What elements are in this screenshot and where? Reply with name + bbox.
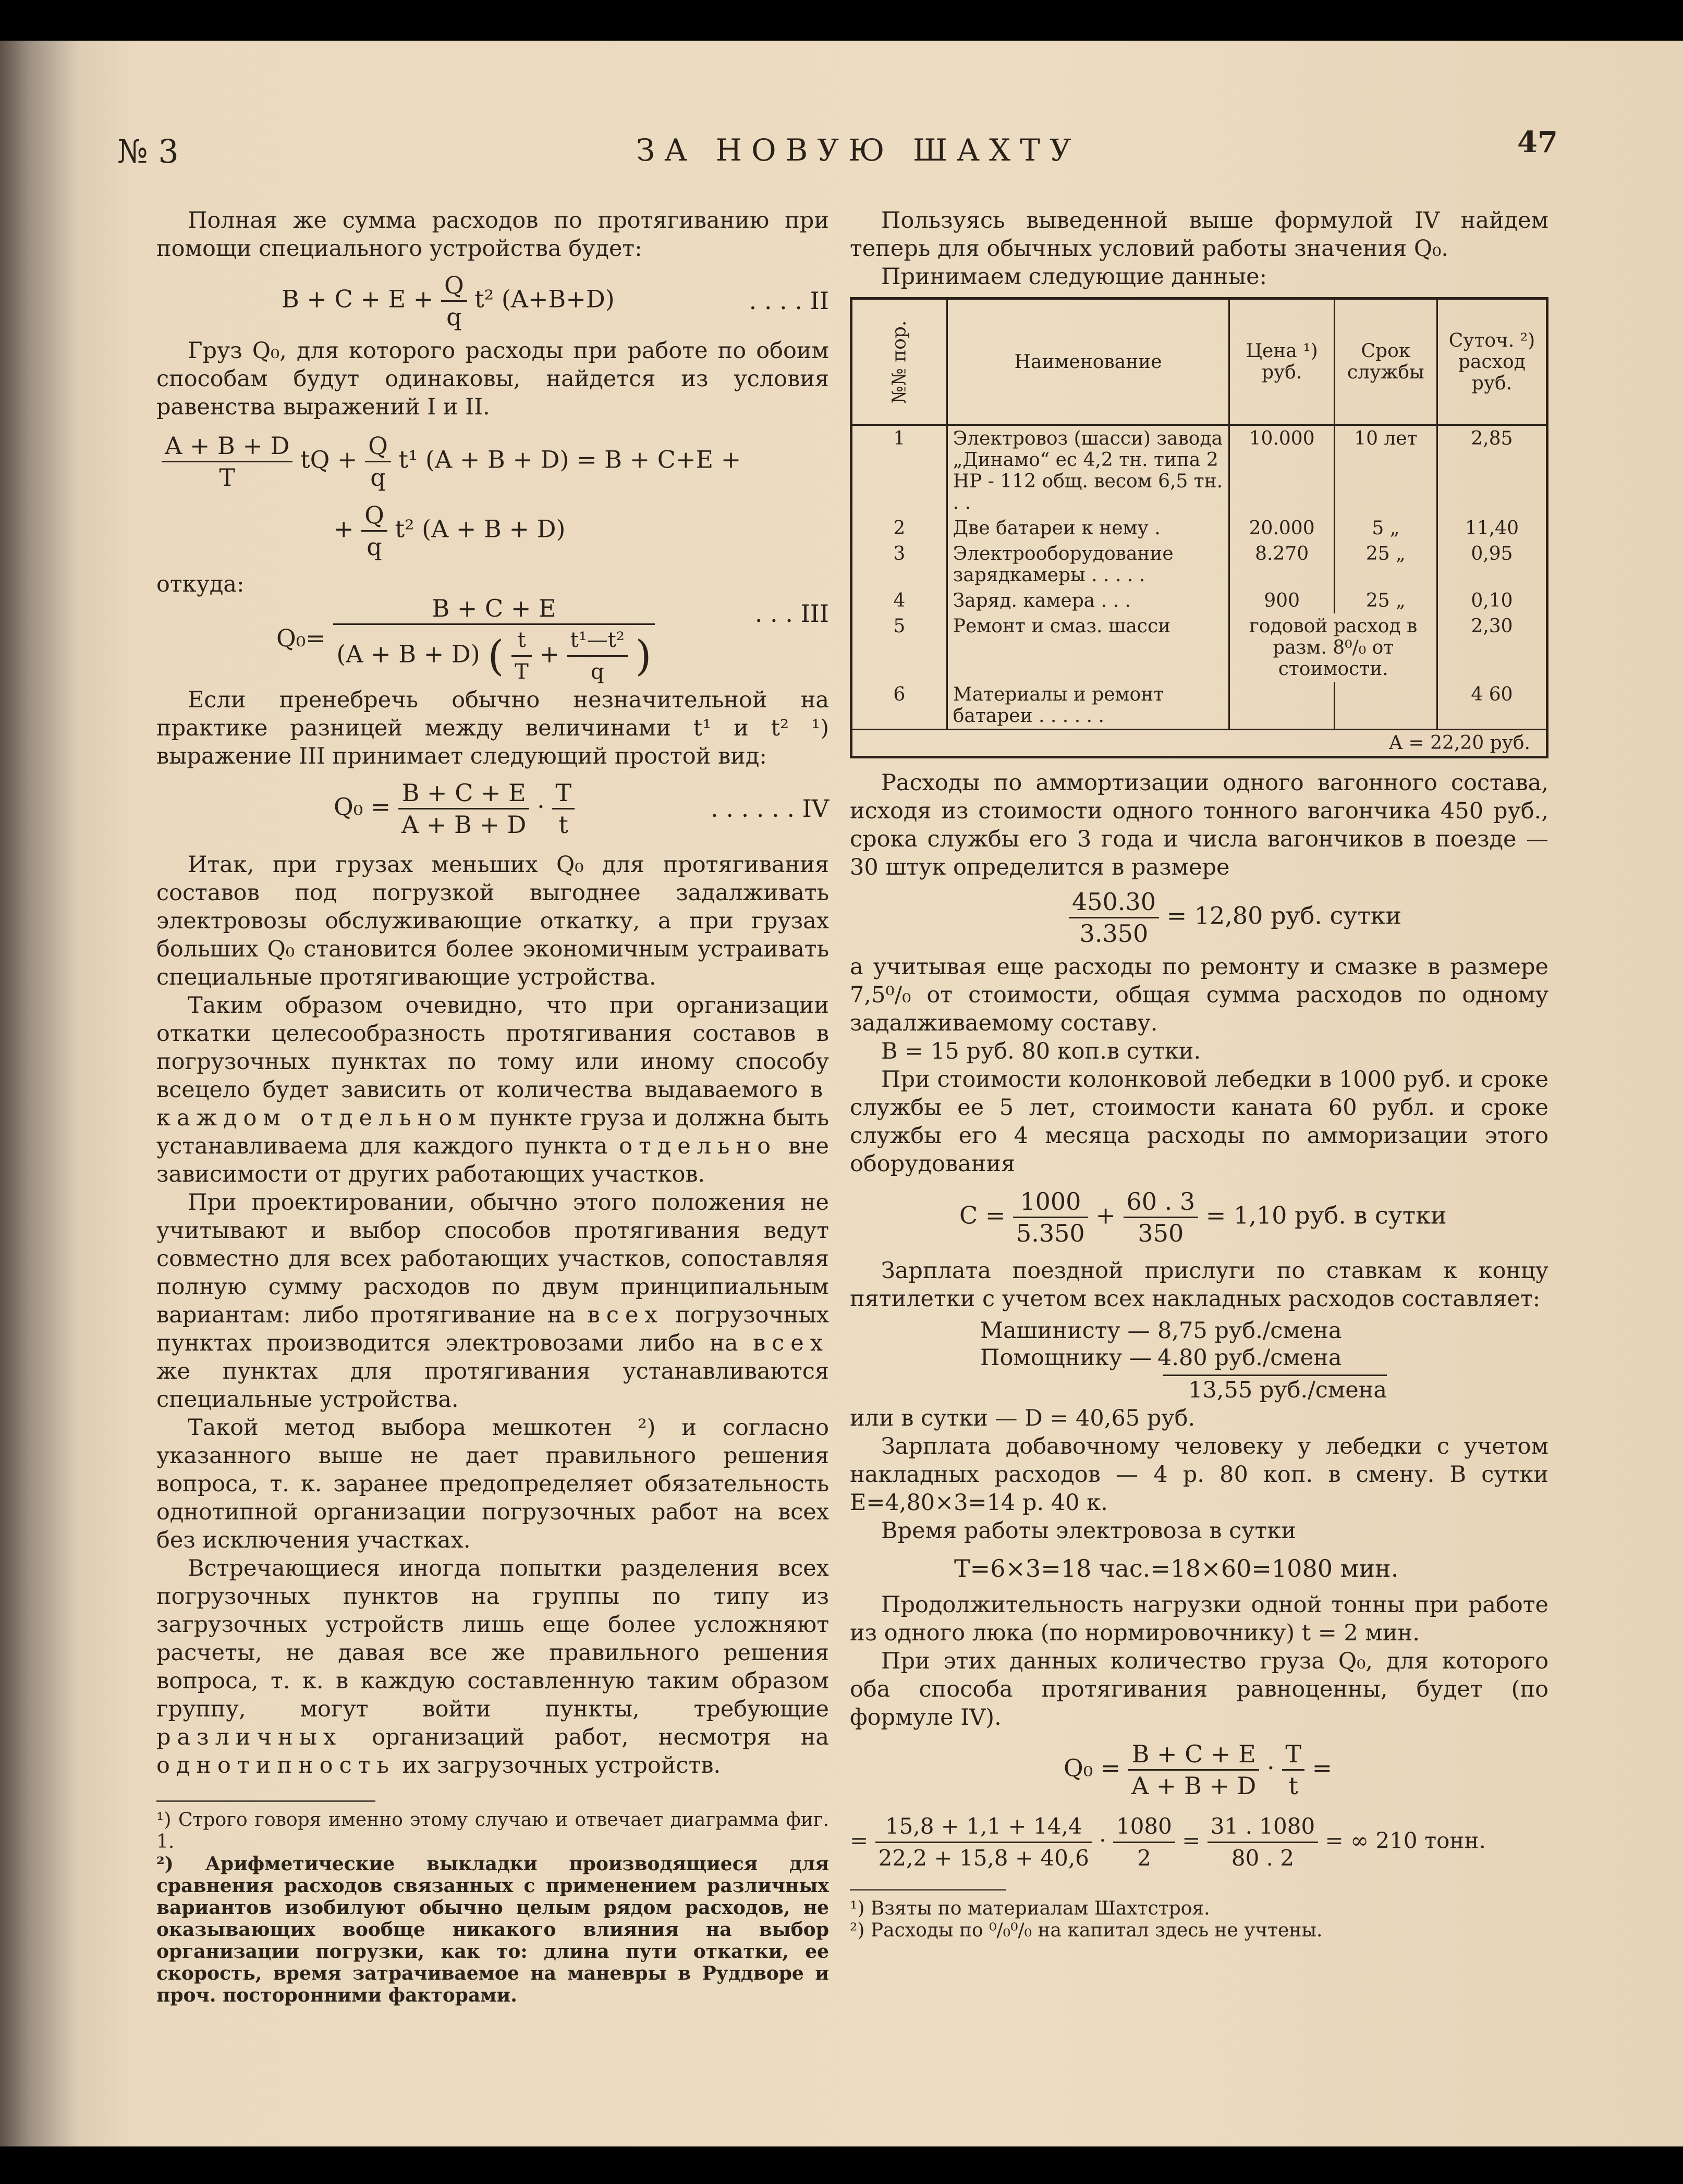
text: Встречающиеся иногда попытки разделения всех погрузочных пунктов на группы по типу из загрузочных устройств лишь еще более усложняют расчеты, не давая все же правильного решения вопроса, т. к. в каждую составленную таким образом группу, могут войти пункты, требующие [156, 1555, 829, 1722]
paragraph: или в сутки — D = 40,65 руб. [850, 1405, 1196, 1431]
table-row [851, 614, 1547, 682]
spaced-text: всех [587, 1302, 664, 1328]
cell-number: 1 [893, 428, 906, 449]
spaced-text: в каждом отдельном [156, 1077, 829, 1131]
fraction [1069, 887, 1159, 949]
cell-price: 8.270 [1229, 541, 1334, 588]
cell-name: Материалы и ремонт батареи . . . . . . [947, 682, 1229, 730]
numerator: 60 . 3 [1124, 1186, 1199, 1218]
wage-value: 4.80 руб./смена [1157, 1345, 1342, 1371]
equipment-cost-table [850, 297, 1548, 758]
formula-II [156, 270, 829, 333]
numerator: 31 . 1080 [1208, 1811, 1318, 1843]
formula-result [850, 1811, 1548, 1873]
cell-daily: 4 60 [1437, 682, 1547, 730]
denominator: 350 [1138, 1219, 1184, 1247]
numerator: B + C + E [333, 593, 654, 625]
formula-text: + [1095, 1201, 1116, 1230]
page-header [0, 125, 1683, 190]
formula-text: C = [959, 1201, 1006, 1230]
col-header-price: Цена ¹) руб. [1229, 299, 1334, 425]
formula-text: t² (A+B+D) [474, 285, 615, 313]
numerator: 450.30 [1069, 887, 1159, 918]
formula-text: = 1,10 руб. в сутки [1205, 1201, 1447, 1230]
cell-price: годовой расход в разм. 8⁰/₀ от стоимости. [1229, 614, 1437, 682]
cell-number: 5 [893, 616, 906, 637]
issue-number: № 3 [117, 132, 179, 170]
text: пункте груза и должна быть устанавливаема для каждого пункта [156, 1105, 829, 1159]
denominator: t [1288, 1772, 1298, 1800]
page-number: 47 [1517, 125, 1558, 159]
cell-number: 6 [893, 684, 906, 705]
wage-row [980, 1344, 1548, 1371]
text: их загрузочных устройств. [402, 1752, 721, 1778]
fraction [511, 625, 532, 687]
col-header-name: Наименование [947, 299, 1229, 425]
formula-C [850, 1186, 1548, 1248]
cell-price: 20.000 [1229, 516, 1334, 541]
table-row [851, 425, 1547, 516]
table-row [851, 516, 1547, 541]
fraction [162, 431, 292, 493]
wage-row [980, 1317, 1548, 1344]
numerator: T [1282, 1739, 1304, 1771]
paragraph: Полная же сумма расходов по протягиванию при помощи специального устройства будет: [156, 207, 829, 262]
wage-value: 8,75 руб./смена [1157, 1318, 1342, 1344]
cell-name: Электрооборудование зарядкамеры . . . . . [947, 541, 1229, 588]
cell-number: 4 [893, 590, 906, 611]
cell-name: Электровоз (шасси) завода „Динамо“ ес 4,2 тн. типа 2 НР - 112 общ. весом 6,5 тн. . . [947, 425, 1229, 516]
cell-price [1229, 682, 1334, 730]
cell-daily: 0,10 [1437, 588, 1547, 614]
denominator: 5.350 [1016, 1219, 1085, 1247]
col-header-daily: Суточ. ²) расход руб. [1437, 299, 1547, 425]
cell-daily: 2,85 [1437, 425, 1547, 516]
numerator: T [552, 778, 575, 809]
formula-text: = [850, 1827, 869, 1854]
paragraph: а учитывая еще расходы по ремонту и смазке в размере 7,5⁰/₀ от стоимости, общая сумма расходов по одному задалживаемому составу. [850, 954, 1548, 1036]
cell-term: 25 „ [1334, 541, 1437, 588]
formula-text: Q₀= [276, 624, 326, 652]
left-column [156, 206, 829, 2006]
paragraph: При этих данных количество груза Q₀, для которого оба способа протягивания равноценны, будет (по формуле IV). [850, 1648, 1548, 1731]
text: Таким образом очевидно, что при организации откатки целесообразность протягивания составов в погрузочных пунктах по тому или иному способу всецело будет зависить от количества выдаваемого [156, 992, 829, 1103]
text: вне зависимости от других работающих участков. [156, 1133, 829, 1187]
cell-number: 3 [893, 543, 906, 565]
paragraph [156, 1188, 829, 1414]
fraction [1113, 1811, 1175, 1873]
formula-text: tQ + [300, 445, 358, 474]
table-row [851, 541, 1547, 588]
cell-name: Ремонт и смаз. шасси [947, 614, 1229, 682]
denominator: 80 . 2 [1231, 1845, 1295, 1871]
cell-name: Заряд. камера . . . [947, 588, 1229, 614]
fraction [365, 431, 391, 493]
numerator: t¹—t² [567, 625, 628, 657]
fraction [441, 270, 467, 332]
fraction [398, 778, 529, 840]
formula-equality [156, 431, 829, 493]
fraction [1208, 1811, 1318, 1873]
numerator: 1080 [1113, 1811, 1175, 1843]
formula-text: t¹ (A + B + D) = B + C+E + [398, 445, 741, 474]
denominator: 3.350 [1079, 919, 1149, 948]
formula-continuation [156, 500, 829, 562]
denominator: q [370, 463, 386, 492]
formula-text: · [1267, 1753, 1275, 1782]
cell-daily: 2,30 [1437, 614, 1547, 682]
denominator: t [558, 811, 568, 839]
header-text: №№ пор. [888, 320, 910, 403]
paragraph: B = 15 руб. 80 коп.в сутки. [881, 1038, 1201, 1064]
footnote-divider [156, 1800, 375, 1802]
footnote: ²) Расходы по ⁰/₀⁰/₀ на капитал здесь не учтены. [850, 1920, 1323, 1941]
formula-text: t² (A + B + D) [395, 514, 566, 543]
formula-text: + [334, 514, 354, 543]
formula-tag: . . . III [754, 599, 829, 628]
numerator: t [511, 625, 532, 657]
fraction [1124, 1186, 1199, 1248]
table-row [851, 682, 1547, 730]
fraction [1282, 1739, 1304, 1801]
paragraph: Расходы по аммортизации одного вагонного состава, исходя из стоимости одного тонного вагончика 450 руб., срока службы его 3 года и числа вагончиков в поезде — 30 штук определится в размере [850, 770, 1548, 880]
paragraph [156, 1554, 829, 1780]
denominator: q [367, 533, 382, 561]
denominator [333, 625, 654, 687]
table-total-row [851, 730, 1547, 757]
paragraph: Принимаем следующие данные: [881, 264, 1267, 290]
cell-price: 10.000 [1229, 425, 1334, 516]
text: организаций работ, несмотря на [372, 1724, 829, 1750]
text: При проектировании, обычно этого положения не учитывают и выбор способов протягивания ведут совместно для всех работающих участков, сопоставляя полную сумму расходов по двум принципиальным вариантам: либо протягивание на [156, 1189, 829, 1328]
text: погрузочных пунктах производится электровозами либо на [156, 1302, 829, 1356]
fraction [552, 778, 575, 840]
paren: ) [635, 631, 652, 680]
formula-text: Q₀ = [334, 792, 391, 821]
formula-III [156, 593, 829, 684]
fraction [333, 593, 654, 687]
cell-name: Две батареи к нему . [947, 516, 1229, 541]
cell-number: 2 [893, 518, 906, 539]
wage-list [980, 1317, 1548, 1371]
footnote-divider [850, 1889, 1006, 1891]
denominator: T [515, 660, 529, 684]
paren: ( [487, 631, 504, 680]
numerator: 15,8 + 1,1 + 14,4 [875, 1811, 1092, 1843]
spaced-text: всех [753, 1330, 829, 1356]
cell-daily: 0,95 [1437, 541, 1547, 588]
wage-role: Машинисту — [980, 1318, 1150, 1344]
paragraph: Время работы электровоза в сутки [881, 1518, 1296, 1544]
wage-role: Помощнику — [980, 1345, 1152, 1371]
table-row [851, 588, 1547, 614]
cell-term: 5 „ [1334, 516, 1437, 541]
formula-text: = [1312, 1753, 1333, 1782]
numerator: 1000 [1013, 1186, 1088, 1218]
col-header-number [851, 299, 947, 425]
formula-text: = 12,80 руб. сутки [1166, 901, 1402, 930]
paragraph: Такой метод выбора мешкотен ²) и согласно указанного выше не дает правильного решения вопроса, т. к. заранее предопределяет обязательность однотипной организации погрузочных работ на всех без исключения участках. [156, 1415, 829, 1553]
numerator: Q [361, 500, 387, 532]
formula-text: (A + B + D) [336, 640, 480, 668]
paragraph: Если пренебречь обычно незначительной на практике разницей между величинами t¹ и t² ¹) выражение III принимает следующий простой вид: [156, 687, 829, 769]
right-column [850, 206, 1548, 1942]
paragraph [156, 991, 829, 1188]
formula-text: B + C + E + [282, 285, 434, 313]
numerator: B + C + E [398, 778, 529, 809]
denominator: q [446, 303, 462, 331]
journal-page [0, 41, 1683, 2146]
fraction [875, 1811, 1092, 1873]
paragraph: Груз Q₀, для которого расходы при работе по обоим способам будут одинаковы, найдется из условия равенства выражений I и II. [156, 338, 829, 420]
formula-text: = ∞ 210 тонн. [1325, 1827, 1486, 1854]
formula-text: · [537, 792, 545, 821]
paragraph: Зарплата добавочному человеку у лебедки с учетом накладных расходов — 4 р. 80 коп. в смену. В сутки E=4,80×3=14 р. 40 к. [850, 1433, 1548, 1516]
formula-tag: . . . . II [749, 287, 829, 315]
footnote: ¹) Строго говоря именно этому случаю и отвечает диаграмма фиг. 1. [156, 1809, 829, 1852]
fraction [1128, 1739, 1259, 1801]
fraction [1013, 1186, 1088, 1248]
journal-title: ЗА НОВУЮ ШАХТУ [636, 132, 1081, 168]
fraction [361, 500, 387, 562]
cell-term: 10 лет [1334, 425, 1437, 516]
formula-wagon [850, 887, 1548, 949]
label-otkuda: откуда: [156, 571, 245, 597]
table-total: A = 22,20 руб. [851, 730, 1547, 757]
denominator: A + B + D [1131, 1772, 1257, 1800]
formula-text: Q₀ = [1064, 1753, 1121, 1782]
numerator: Q [441, 270, 467, 302]
paragraph: Итак, при грузах меньших Q₀ для протягивания составов под погрузкой выгоднее задалживать электровозы обслуживающие откатку, а при грузах больших Q₀ становится более экономичным устраивать специальные протягивающие устройства. [156, 852, 829, 990]
paragraph: Зарплата поездной прислуги по ставкам к концу пятилетки с учетом всех накладных расходов составляет: [850, 1258, 1548, 1312]
spaced-text: однотипность [156, 1752, 395, 1778]
numerator: B + C + E [1128, 1739, 1259, 1771]
wage-total: 13,55 руб./смена [1163, 1375, 1387, 1404]
cell-price: 900 [1229, 588, 1334, 614]
numerator: Q [365, 431, 391, 462]
formula-text: + [539, 640, 560, 668]
formula-T: T=6×3=18 час.=18×60=1080 мин. [954, 1554, 1399, 1582]
formula-tag: . . . . . . IV [711, 794, 829, 823]
formula-text: · [1099, 1827, 1106, 1854]
spaced-text: отдельно [619, 1133, 777, 1159]
denominator: 2 [1137, 1845, 1151, 1871]
numerator: A + B + D [162, 431, 292, 462]
paragraph: При стоимости колонковой лебедки в 1000 руб. и сроке службы ее 5 лет, стоимости каната 60 рубл. и сроке службы его 4 месяца расходы по амморизации этого оборудования [850, 1066, 1548, 1177]
table-header-row [851, 299, 1547, 425]
cell-daily: 11,40 [1437, 516, 1547, 541]
formula-Q0 [850, 1739, 1548, 1801]
footnote: ¹) Взяты по материалам Шахтстроя. [850, 1898, 1210, 1919]
paragraph: Пользуясь выведенной выше формулой IV найдем теперь для обычных условий работы значения Q₀. [850, 207, 1548, 262]
cell-term: 25 „ [1334, 588, 1437, 614]
text: же пунктах для протягивания устанавливаются специальные устройства. [156, 1358, 829, 1413]
spaced-text: различных [156, 1724, 343, 1750]
col-header-term: Срок службы [1334, 299, 1437, 425]
formula-text: = [1182, 1827, 1201, 1854]
denominator: A + B + D [401, 811, 527, 839]
fraction [567, 625, 628, 687]
denominator: q [590, 660, 604, 684]
formula-IV [156, 778, 829, 845]
denominator: T [219, 463, 236, 492]
paragraph: Продолжительность нагрузки одной тонны при работе из одного люка (по нормировочнику) t = 2 мин. [850, 1592, 1548, 1646]
footnote: ²) Арифметические выкладки производящиеся для сравнения расходов связанных с применением различных вариантов изобилуют обычно целым рядом расходов, не оказывающих вообще никакого влияния на выбор организации погрузки, как то: длина пути откатки, ее скорость, время затрачиваемое на маневры в Руддворе и проч. посторонними факторами. [156, 1853, 829, 2006]
cell-term [1334, 682, 1437, 730]
denominator: 22,2 + 15,8 + 40,6 [878, 1845, 1089, 1871]
